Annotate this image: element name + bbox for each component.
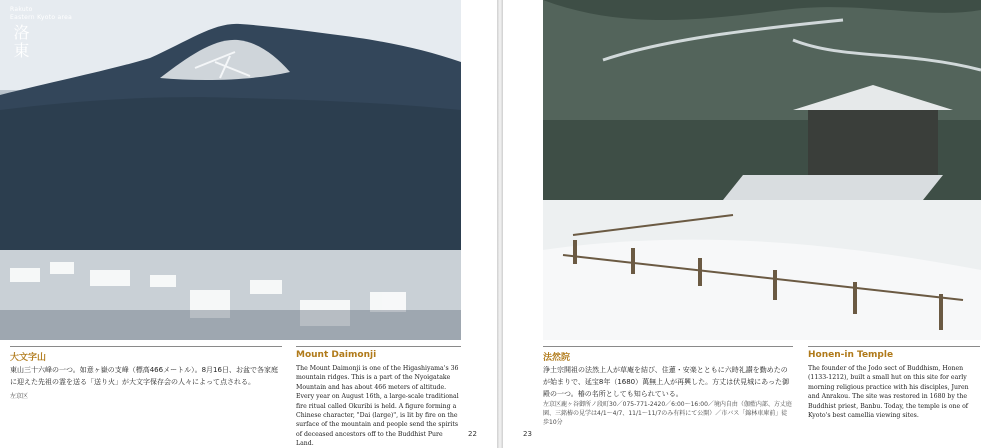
- left-page: [0, 0, 497, 448]
- temple-illustration: [543, 0, 981, 340]
- caption-rule-ja-right: [543, 346, 793, 347]
- body-en: The Mount Daimonji is one of the Higashiyama's 36 mountain ridges. This is a part of the Nyoigatake Mountain and has about 466 meters of altitude. Every year on August 16th, a large-scale traditional fire ritual called Okuribi is held. A figure forming a Chinese character, "Dai (large)", is lit by fire on the surface of the mountain and people send the spirits of deceased ancestors off to the Buddhist Pure Land.: [296, 365, 459, 448]
- location-ja: 左京区: [10, 393, 29, 400]
- page-number-right: 23: [523, 430, 532, 438]
- area-title: 洛東: [11, 24, 30, 60]
- caption-rule-ja: [10, 346, 282, 347]
- body-ja-right: 浄土宗開祖の法然上人が草庵を結び、住蓮・安楽とともに六時礼讃を勤めたのが始まりで、延宝8年（1680）萬無上人が再興した。方丈は伏見城にあった御殿の一つ。椿の名所としても知られている。: [543, 366, 790, 398]
- body-ja: 東山三十六峰の一つ。如意ヶ嶽の支峰（標高466メートル）。8月16日、お盆で各家庭に迎えた先祖の霊を送る「送り火」が大文字保存会の人々によって点される。: [10, 366, 278, 386]
- series-label: [10, 6, 72, 22]
- series-line-1: Rakuto: [10, 6, 33, 13]
- page-number-left: 22: [468, 430, 477, 438]
- series-line-2: Eastern Kyoto area: [10, 14, 73, 21]
- mountain-illustration: [0, 0, 461, 340]
- title-ja-right: 法然院: [543, 353, 571, 363]
- body-en-right: The founder of the Jodo sect of Buddhism, Honen (1133-1212), built a small hut on this site for early morning religious practice with his disciples, Juren and Anrakou. The site was restored in 1680 by the Buddhist priest, Banbu. Today, the temple is one of Kyoto's best camellia viewing sites.: [808, 365, 969, 420]
- title-ja: 大文字山: [10, 353, 47, 363]
- caption-rule-en-right: [808, 346, 980, 347]
- caption-rule-en: [296, 346, 461, 347]
- title-en: Mount Daimonji: [296, 350, 377, 360]
- right-page: [503, 0, 1000, 448]
- info-ja-right: 左京区鹿ヶ谷御所ノ段町30／075-771-2420／6:00〜16:00／境内自由（伽藍内部、方丈庭園、三銘椿の見学は4/1〜4/7、11/1〜11/7のみ有料にて公開）／市バス「錦林車庫前」徒歩10分: [543, 401, 792, 426]
- title-en-right: Honen-in Temple: [808, 350, 894, 360]
- mount-daimonji-photo: [0, 0, 461, 340]
- honen-in-photo: [543, 0, 981, 340]
